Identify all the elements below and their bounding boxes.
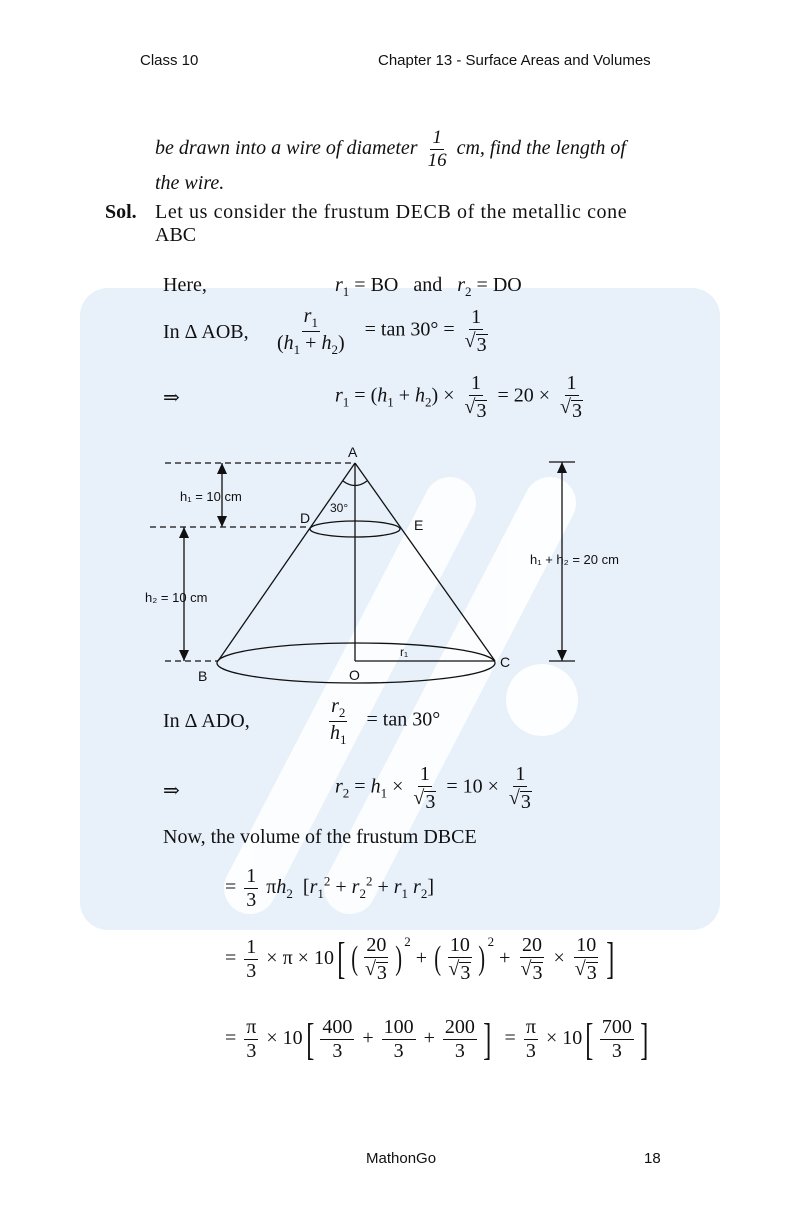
label-total: h₁ + h₂ = 20 cm [530, 552, 619, 567]
footer-brand: MathonGo [366, 1150, 437, 1167]
eq-aob: $\frac{r_1}{(h_1 + h_2)}$ = tan 30° = 1 √ 3 [277, 305, 487, 357]
label-a: A [348, 444, 358, 460]
h1-arrowhead-top [217, 463, 227, 474]
question-line-2: the wire. [155, 172, 225, 194]
solution-label: Sol. [105, 201, 137, 223]
eq-volume-substitution: = $\frac{1}{3}$ × π × 10[ ( 20 √ 3 ) $^2$ + ( 10 √ 3 ) $^2$ + 20 √ 3 × 10 √ 3 ] [225, 934, 615, 985]
eq-ado: $\frac{r_2}{h_1}$ = tan 30° [330, 695, 441, 747]
in-aob-label: In Δ AOB, [163, 321, 249, 343]
eq-r2: $r_2 = h_1$ × 1 √ 3 = 10 × 1 √ 3 [335, 763, 531, 813]
diameter-fraction: $\frac{1}{16}$ [427, 127, 447, 171]
question-line-1 [155, 128, 626, 171]
question-text-a: be drawn into a wire of diameter [155, 137, 418, 160]
implies-1: ⇒ [163, 387, 180, 409]
here-label: Here, [163, 274, 207, 296]
solution-intro-1: Let us consider the frustum DECB of the metallic cone [155, 201, 628, 223]
eq-volume-simplified: = $\frac{\pi}{3}$ × 10[ $\frac{400}{3}$ + $\frac{100}{3}$ + $\frac{200}{3}$ ] = $\frac{\pi}{3}$ × 10[ $\frac{700}{3}$ ] [225, 1014, 649, 1064]
header-class: Class 10 [140, 52, 199, 69]
h1-arrowhead-bottom [217, 516, 227, 527]
label-h1: h₁ = 10 cm [180, 489, 242, 504]
total-arrowhead-top [557, 462, 567, 473]
label-o: O [349, 667, 360, 683]
total-arrowhead-bottom [557, 650, 567, 661]
header-chapter: Chapter 13 - Surface Areas and Volumes [378, 52, 651, 69]
footer-page-number: 18 [644, 1150, 661, 1167]
eq-here: $r_1$ = BO and $r_2$ = DO [335, 274, 522, 299]
label-r1: r₁ [400, 645, 409, 659]
cone-diagram [140, 440, 660, 690]
question-text-b: cm, find the length of [456, 137, 626, 160]
h2-arrowhead-top [179, 527, 189, 538]
label-angle: 30° [330, 501, 349, 515]
eq-volume-formula: = $\frac{1}{3}$ $\pi h_2$ [$r_1^2 + r_2^2 + r_1$ $r_2$] [225, 865, 434, 911]
implies-2: ⇒ [163, 780, 180, 802]
label-e: E [414, 517, 424, 533]
solution-intro-2: ABC [155, 224, 197, 246]
label-c: C [500, 654, 511, 670]
cone-side-ac [355, 463, 495, 661]
label-b: B [198, 668, 208, 684]
volume-intro: Now, the volume of the frustum DBCE [163, 826, 477, 848]
label-h2: h₂ = 10 cm [145, 590, 208, 605]
h2-arrowhead-bottom [179, 650, 189, 661]
eq-r1: $r_1 = (h_1 + h_2)$ × 1 √ 3 = 20 × 1 √ 3 [335, 372, 583, 422]
label-d: D [300, 510, 311, 526]
in-ado-label: In Δ ADO, [163, 710, 250, 732]
